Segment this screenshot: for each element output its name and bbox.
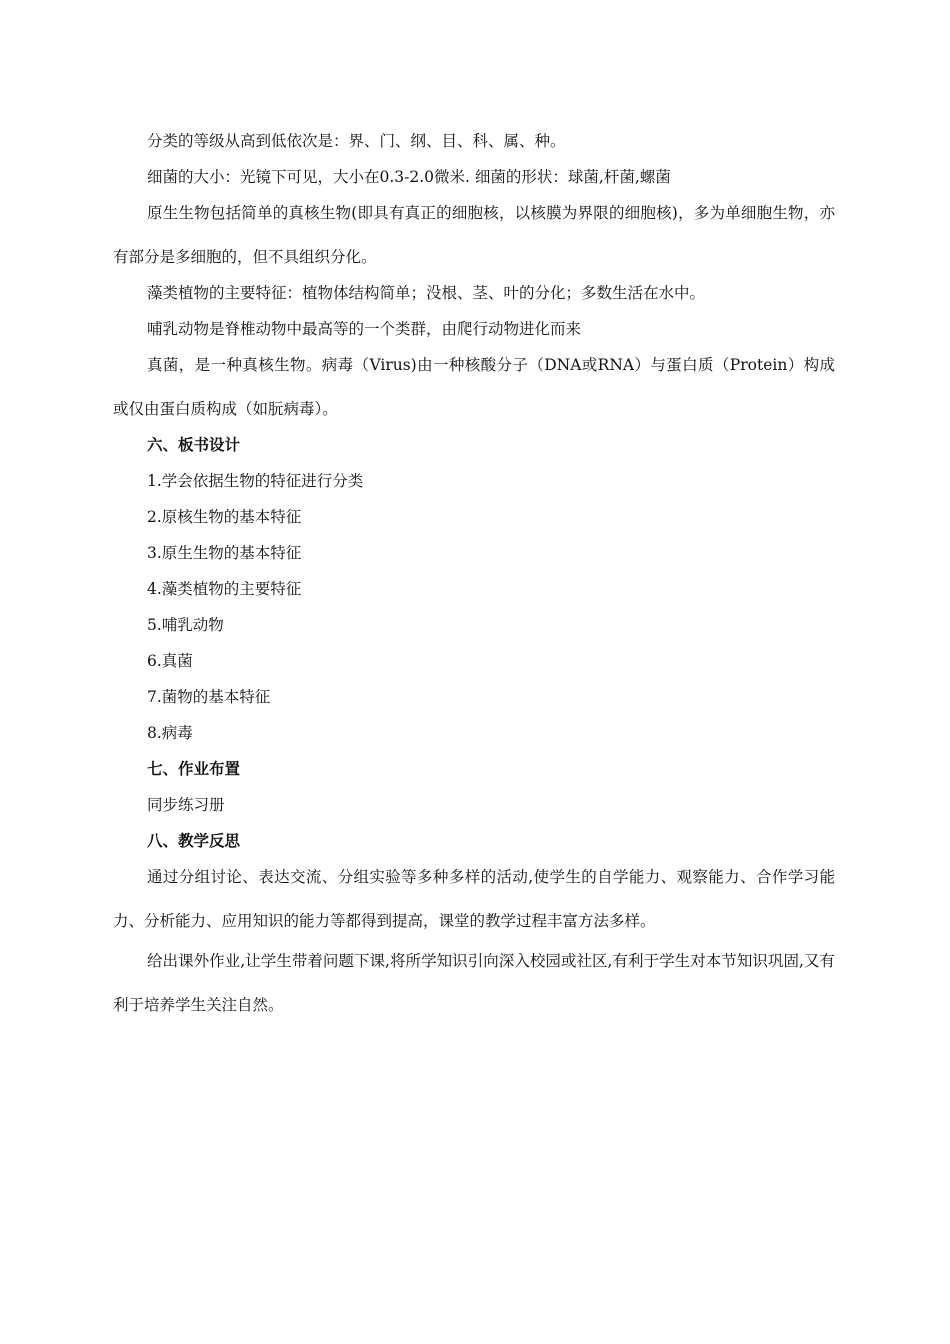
homework-text: 同步练习册 — [147, 796, 225, 814]
paragraph-classification-levels: 分类的等级从高到低依次是：界、门、纲、目、科、属、种。 — [147, 132, 566, 150]
reflection-paragraph: 通过分组讨论、表达交流、分组实验等多种多样的活动,使学生的自学能力、观察能力、合作学习能力、分析能力、应用知识的能力等都得到提高，课堂的教学过程丰富方法多样。 — [113, 868, 835, 930]
board-item: 5.哺乳动物 — [147, 616, 224, 634]
board-item: 4.藻类植物的主要特征 — [147, 580, 302, 598]
board-item: 6.真菌 — [147, 652, 193, 670]
paragraph-fungi-virus: 真菌，是一种真核生物。病毒（Virus)由一种核酸分子（DNA或RNA）与蛋白质（Protein）构成或仅由蛋白质构成（如朊病毒）。 — [113, 356, 835, 418]
paragraph-mammals: 哺乳动物是脊椎动物中最高等的一个类群，由爬行动物进化而来 — [147, 320, 582, 338]
board-item: 3.原生生物的基本特征 — [147, 544, 302, 562]
board-item: 8.病毒 — [147, 724, 193, 742]
board-item: 1.学会依据生物的特征进行分类 — [147, 472, 364, 490]
section-heading-homework: 七、作业布置 — [147, 760, 241, 778]
paragraph-algae: 藻类植物的主要特征：植物体结构简单；没根、茎、叶的分化；多数生活在水中。 — [147, 284, 706, 302]
paragraph-bacteria-size-shape: 细菌的大小：光镜下可见，大小在0.3-2.0微米. 细菌的形状：球菌,杆菌,螺菌 — [147, 168, 671, 186]
reflection-paragraph: 给出课外作业,让学生带着问题下课,将所学知识引向深入校园或社区,有利于学生对本节知识巩固,又有利于培养学生关注自然。 — [113, 952, 835, 1014]
board-item: 7.菌物的基本特征 — [147, 688, 271, 706]
section-heading-reflection: 八、教学反思 — [147, 832, 241, 850]
document-body — [113, 123, 835, 1023]
paragraph-protists: 原生生物包括简单的真核生物(即具有真正的细胞核，以核膜为界限的细胞核)，多为单细胞生物，亦有部分是多细胞的，但不具组织分化。 — [113, 204, 835, 266]
board-item: 2.原核生物的基本特征 — [147, 508, 302, 526]
section-heading-board-design: 六、板书设计 — [147, 436, 241, 454]
